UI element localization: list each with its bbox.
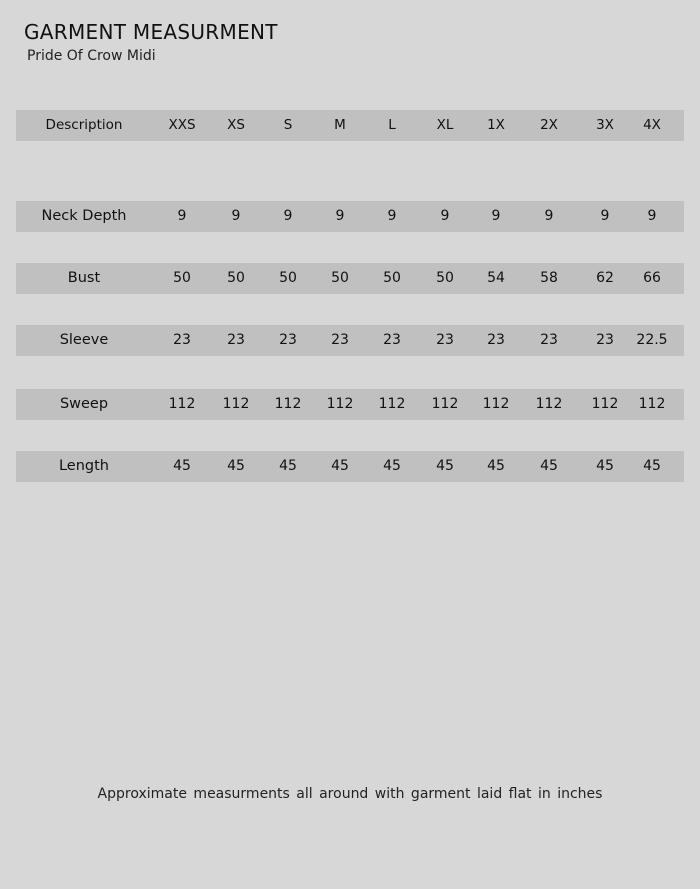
table-cell: 9 — [600, 208, 610, 224]
header-size-xs: XS — [227, 117, 245, 133]
table-cell: 112 — [535, 396, 563, 412]
table-cell: 112 — [482, 396, 510, 412]
table-cell: 9 — [231, 208, 241, 224]
table-cell: 23 — [596, 332, 614, 348]
table-cell: 54 — [487, 270, 505, 286]
table-cell: 23 — [487, 332, 505, 348]
row-label: Length — [58, 458, 109, 474]
table-cell: 112 — [591, 396, 619, 412]
table-cell: 9 — [387, 208, 397, 224]
table-cell: 112 — [638, 396, 666, 412]
table-cell: 9 — [491, 208, 501, 224]
header-size-3x: 3X — [596, 117, 614, 133]
table-cell: 9 — [177, 208, 187, 224]
table-cell: 62 — [596, 270, 614, 286]
measurement-footnote: Approximate measurments all around with garment laid flat in inches — [97, 786, 603, 802]
product-name: Pride Of Crow Midi — [27, 48, 156, 64]
table-cell: 45 — [540, 458, 558, 474]
table-cell: 112 — [274, 396, 302, 412]
table-cell: 9 — [283, 208, 293, 224]
table-cell: 9 — [335, 208, 345, 224]
table-cell: 45 — [436, 458, 454, 474]
table-cell: 22.5 — [636, 332, 668, 348]
table-cell: 112 — [431, 396, 459, 412]
header-size-xxs: XXS — [168, 117, 196, 133]
table-cell: 50 — [331, 270, 349, 286]
table-cell: 66 — [643, 270, 661, 286]
table-cell: 23 — [383, 332, 401, 348]
row-label: Neck Depth — [41, 208, 127, 224]
table-cell: 45 — [279, 458, 297, 474]
table-row-bust — [16, 263, 684, 294]
table-cell: 23 — [227, 332, 245, 348]
table-cell: 112 — [222, 396, 250, 412]
table-cell: 112 — [378, 396, 406, 412]
table-cell: 50 — [279, 270, 297, 286]
table-cell: 45 — [487, 458, 505, 474]
table-cell: 50 — [383, 270, 401, 286]
header-description: Description — [45, 117, 123, 133]
table-cell: 23 — [173, 332, 191, 348]
table-cell: 50 — [436, 270, 454, 286]
row-label: Sweep — [59, 396, 109, 412]
table-cell: 23 — [331, 332, 349, 348]
header-size-s: S — [283, 117, 293, 133]
header-size-2x: 2X — [540, 117, 558, 133]
table-row-neck-depth — [16, 201, 684, 232]
table-cell: 58 — [540, 270, 558, 286]
table-cell: 23 — [540, 332, 558, 348]
table-cell: 45 — [383, 458, 401, 474]
header-size-4x: 4X — [643, 117, 661, 133]
row-label: Bust — [67, 270, 101, 286]
table-cell: 9 — [544, 208, 554, 224]
table-row-length — [16, 451, 684, 482]
table-cell: 45 — [596, 458, 614, 474]
row-label: Sleeve — [59, 332, 109, 348]
table-cell: 9 — [440, 208, 450, 224]
header-size-1x: 1X — [487, 117, 505, 133]
table-cell: 23 — [436, 332, 454, 348]
header-size-m: M — [334, 117, 346, 133]
table-cell: 9 — [647, 208, 657, 224]
table-row-sweep — [16, 389, 684, 420]
table-cell: 112 — [326, 396, 354, 412]
table-cell: 50 — [227, 270, 245, 286]
table-cell: 23 — [279, 332, 297, 348]
table-cell: 112 — [168, 396, 196, 412]
table-cell: 50 — [173, 270, 191, 286]
table-cell: 45 — [227, 458, 245, 474]
table-header-row — [16, 110, 684, 141]
table-cell: 45 — [173, 458, 191, 474]
header-size-l: L — [388, 117, 396, 133]
table-cell: 45 — [331, 458, 349, 474]
table-cell: 45 — [643, 458, 661, 474]
page-title: GARMENT MEASURMENT — [24, 20, 278, 44]
header-size-xl: XL — [436, 117, 454, 133]
table-row-sleeve — [16, 325, 684, 356]
